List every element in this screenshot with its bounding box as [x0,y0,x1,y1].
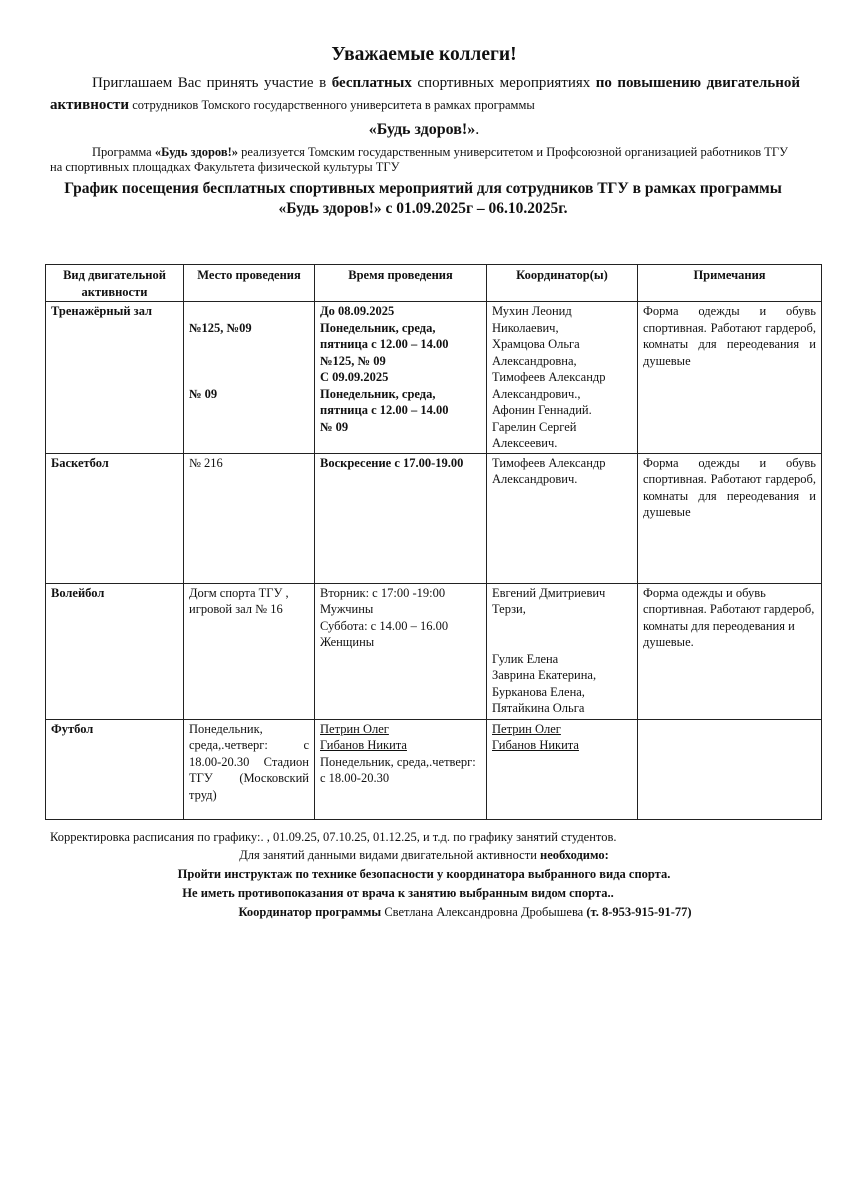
activity-football: Футбол [46,719,184,819]
time-gym-line: До 08.09.2025 [320,304,395,318]
notes-volleyball: Форма одежды и обувь спортивная. Работают гардероб, комнаты для переодевания и душевые. [638,583,822,719]
coordinator-line: Пятайкина Ольга [492,701,585,715]
table-row [46,302,822,454]
notes-basketball: Форма одежды и обувь спортивная. Работают гардероб, комнаты для переодевания и душевые [638,453,822,583]
coordinator-line: Евгений Дмитриевич [492,585,606,600]
coordinators-gym [487,302,638,454]
table-row [46,719,822,819]
coordinator-line: Тимофеев Александр [492,370,606,384]
table-row [46,583,822,719]
time-gym [315,302,487,454]
activity-volleyball: Волейбол [46,583,184,719]
time-volleyball-line: Мужчины [320,602,374,616]
program-text-1: Программа [92,145,155,159]
time-volleyball-line: Суббота: с 14.00 – 16.00 [320,618,449,633]
place-football: Понедельник, среда,.четверг: с 18.00-20.30 Стадион ТГУ (Московский труд) [184,719,315,819]
time-volleyball-line: Вторник: с 17:00 -19:00 [320,585,446,600]
schedule-title: График посещения бесплатных спортивных мероприятий для сотрудников ТГУ в рамках программы «Будь здоров!» с 01.09.2025г – 06.10.2025г. [64,180,782,217]
intro-text-3: сотрудников Томского государственного университета в рамках программы [129,98,535,112]
program-slogan [0,121,848,139]
place-gym-1: №125, №09 [189,320,252,335]
coordinator-line: Александрович., [492,386,581,401]
time-volleyball [315,583,487,719]
intro-bold-activity: по повышению двигательной активности [50,75,800,113]
time-football-name: Петрин Олег [320,721,389,736]
time-volleyball-line: Женщины [320,635,375,649]
activity-gym: Тренажёрный зал [46,302,184,454]
program-text-2: реализуется Томским государственным университетом и Профсоюзной организацией работников ТГУ на спортивных площадках Факультета физической культуры ТГУ [50,145,788,174]
header-notes: Примечания [638,265,822,302]
notes-gym: Форма одежды и обувь спортивная. Работают гардероб, комнаты для переодевания и душевые [638,302,822,454]
requirements-bold: необходимо: [540,848,609,862]
place-volleyball: Догм спорта ТГУ , игровой зал № 16 [184,583,315,719]
time-gym-line: пятница с 12.00 – 14.00 [320,337,449,351]
slogan-dot: . [475,121,480,138]
coordinator-line: Александровна, [492,353,577,368]
coordinator-name: Светлана Александровна Дробышева [381,905,587,919]
header-time: Время проведения [315,265,487,302]
time-football-name: Гибанов Никита [320,738,407,752]
greeting-heading: Уважаемые коллеги! [331,44,517,65]
coordinator-line: Гулик Елена [492,651,559,666]
coordinator-line: Афонин Геннадий. [492,403,592,417]
coordinator-line: Петрин Олег [492,721,561,736]
time-basketball: Воскресение с 17.00-19.00 [315,453,487,583]
place-gym [184,302,315,454]
intro-text-2: спортивных мероприятиях [411,75,596,91]
time-football-schedule: Понедельник, среда,.четверг: с 18.00-20.30 [320,754,476,785]
slogan-text: «Будь здоров!» [368,121,476,138]
requirements-intro [0,846,848,864]
schedule-table [45,264,822,820]
intro-paragraph [50,72,800,116]
coordinator-line: Заврина Екатерина, [492,668,597,682]
coordinator-line: Александрович. [492,472,578,486]
header-place: Место проведения [184,265,315,302]
schedule-correction-note: Корректировка расписания по графику:. , 01.09.25, 07.10.25, 01.12.25, и т.д. по графику занятий студентов. [50,830,617,844]
notes-football [638,719,822,819]
coordinator-line: Николаевич, [492,320,559,335]
coordinator-phone: (т. 8-953-915-91-77) [586,905,692,919]
coordinator-line: Мухин Леонид [492,304,572,318]
intro-text-1: Приглашаем Вас принять участие в [92,75,332,91]
requirement-contraindications: Не иметь противопоказания от врача к занятию выбранным видом спорта.. [182,886,614,900]
coordinator-line: Гибанов Никита [492,738,579,752]
place-gym-2: № 09 [189,386,218,401]
requirement-instruction: Пройти инструктаж по технике безопасности у координатора выбранного вида спорта. [177,867,671,881]
coordinator-line: Алексеевич. [492,436,558,450]
time-gym-line: С 09.09.2025 [320,370,389,384]
time-football [315,719,487,819]
table-header-row [46,265,822,302]
place-basketball: № 216 [184,453,315,583]
time-gym-line: № 09 [320,419,349,434]
activity-basketball: Баскетбол [46,453,184,583]
time-gym-line: №125, № 09 [320,353,386,368]
table-row [46,453,822,583]
coordinator-line: Храмцова Ольга [492,337,580,351]
program-paragraph [50,145,800,175]
coordinator-line: Терзи, [492,602,526,616]
requirements-text: Для занятий данными видами двигательной активности [239,848,541,862]
time-gym-line: пятница с 12.00 – 14.00 [320,403,449,417]
coordinator-line: Бурканова Елена, [492,684,585,699]
coordinators-football [487,719,638,819]
time-gym-line: Понедельник, среда, [320,320,436,335]
coordinators-volleyball [487,583,638,719]
header-activity: Вид двигательной активности [46,265,184,302]
coordinator-line: Тимофеев Александр [492,455,606,470]
program-coordinator [0,903,848,921]
coordinator-line: Гарелин Сергей [492,419,577,434]
coordinator-label: Координатор программы [238,905,382,919]
intro-bold-free: бесплатных [331,75,412,91]
program-name-bold: «Будь здоров!» [154,145,239,159]
coordinators-basketball [487,453,638,583]
header-coordinators: Координатор(ы) [487,265,638,302]
time-gym-line: Понедельник, среда, [320,386,436,401]
